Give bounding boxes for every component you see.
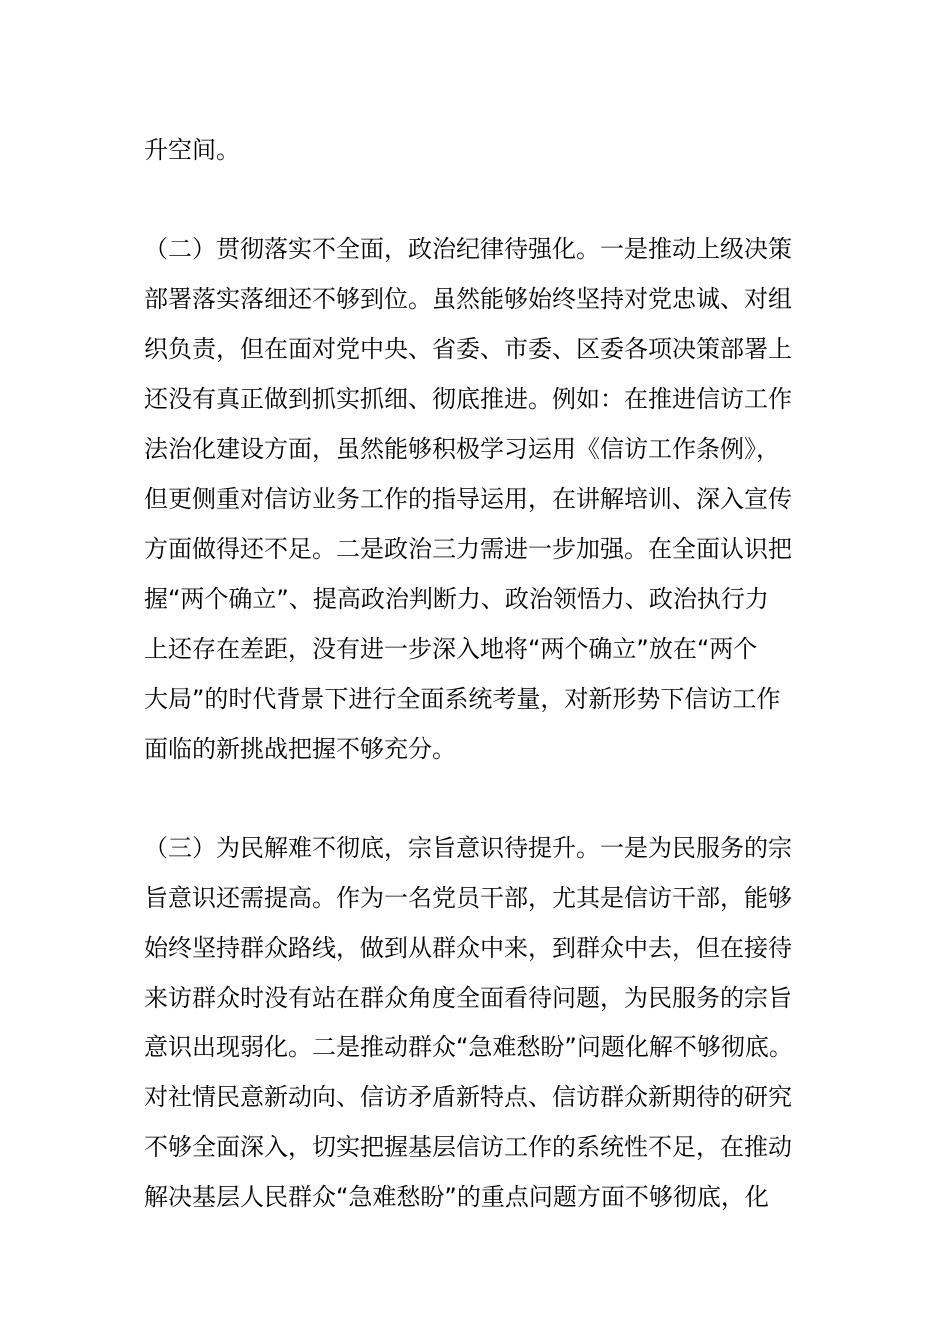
text-line: 方面做得还不足。二是政治三力需进一步加强。在全面认识把 <box>144 535 792 563</box>
text-line: 上还存在差距，没有进一步深入地将“两个确立”放在“两个 <box>144 635 758 663</box>
text-line: 意识出现弱化。二是推动群众“急难愁盼”问题化解不够彻底。 <box>144 1033 793 1061</box>
text-line: 旨意识还需提高。作为一名党员干部，尤其是信访干部，能够 <box>144 884 792 912</box>
text-line: （三）为民解难不彻底，宗旨意识待提升。一是为民服务的宗 <box>144 834 792 862</box>
text-line: 但更侧重对信访业务工作的指导运用，在讲解培训、深入宣传 <box>144 485 792 513</box>
text-line: 握“两个确立”、提高政治判断力、政治领悟力、政治执行力 <box>144 585 769 613</box>
text-line: 对社情民意新动向、信访矛盾新特点、信访群众新期待的研究 <box>144 1083 792 1111</box>
text-line: 面临的新挑战把握不够充分。 <box>144 735 456 763</box>
text-line: 大局”的时代背景下进行全面系统考量，对新形势下信访工作 <box>144 685 781 713</box>
text-line: 织负责，但在面对党中央、省委、市委、区委各项决策部署上 <box>144 335 792 363</box>
text-line: 部署落实落细还不够到位。虽然能够始终坚持对党忠诚、对组 <box>144 285 792 313</box>
text-line: 法治化建设方面，虽然能够积极学习运用《信访工作条例》， <box>144 435 780 463</box>
text-line: 升空间。 <box>144 136 240 164</box>
text-line: 来访群众时没有站在群众角度全面看待问题，为民服务的宗旨 <box>144 984 792 1012</box>
text-line: 不够全面深入，切实把握基层信访工作的系统性不足，在推动 <box>144 1133 792 1161</box>
text-line: 始终坚持群众路线，做到从群众中来，到群众中去，但在接待 <box>144 934 792 962</box>
text-line: （二）贯彻落实不全面，政治纪律待强化。一是推动上级决策 <box>144 235 792 263</box>
text-line: 还没有真正做到抓实抓细、彻底推进。例如：在推进信访工作 <box>144 385 792 413</box>
text-line: 解决基层人民群众“急难愁盼”的重点问题方面不够彻底，化 <box>144 1183 769 1211</box>
